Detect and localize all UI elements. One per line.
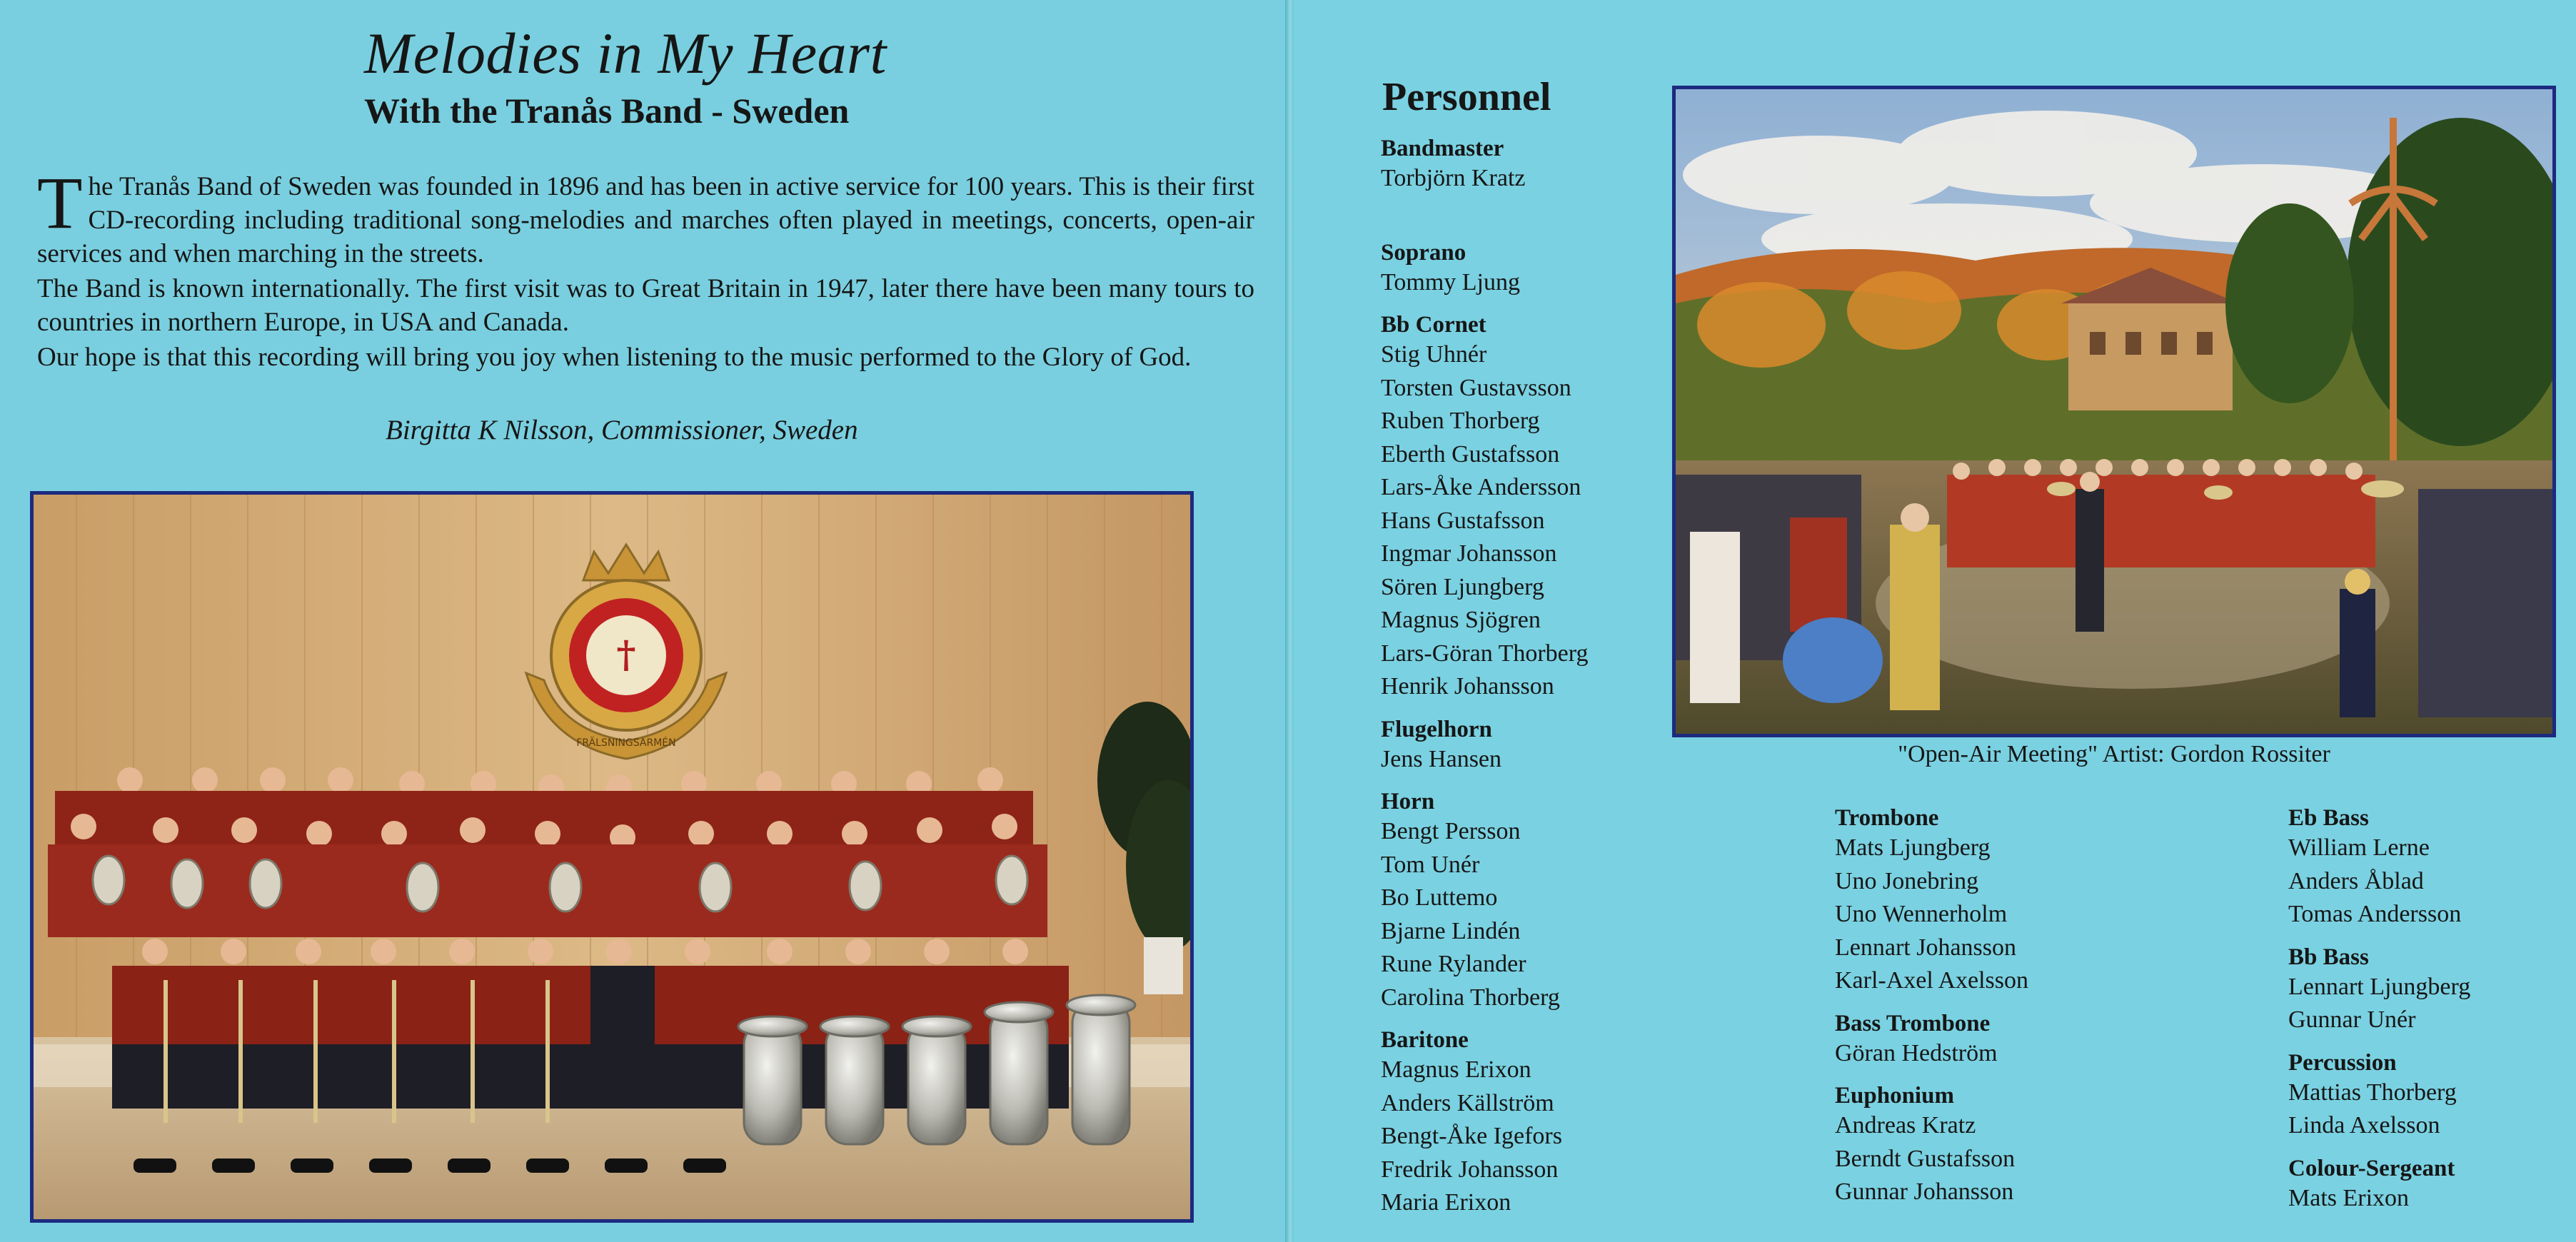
- member-name: Maria Erixon: [1381, 1189, 1511, 1216]
- member-name: Göran Hedström: [1835, 1039, 1998, 1066]
- section-role: Bb Bass: [2288, 944, 2369, 970]
- section-bass-trombone: [1835, 1011, 2163, 1071]
- section-role: Flugelhorn: [1381, 716, 1492, 742]
- booklet-fold: [1285, 0, 1294, 1242]
- member-name: Ingmar Johansson: [1381, 540, 1557, 567]
- drop-cap: T: [37, 162, 83, 244]
- member-name: Gunnar Unér: [2288, 1006, 2416, 1033]
- intro-text: [37, 162, 1254, 375]
- section-bb-bass: [2288, 944, 2574, 1037]
- member-name: Torsten Gustavsson: [1381, 374, 1571, 401]
- personnel-heading: Personnel: [1382, 75, 1551, 119]
- painting-caption: "Open-Air Meeting" Artist: Gordon Rossiter: [1898, 741, 2330, 767]
- section-role: Soprano: [1381, 239, 1466, 266]
- section-colour-sergeant: [2288, 1156, 2574, 1216]
- svg-text:†: †: [616, 633, 636, 677]
- section-eb-bass: [2288, 805, 2574, 932]
- section-role: Horn: [1381, 789, 1435, 814]
- section-percussion: [2288, 1050, 2574, 1143]
- member-name: Tomas Andersson: [2288, 901, 2462, 927]
- section-role: Percussion: [2288, 1049, 2397, 1076]
- section-flugelhorn: [1381, 717, 1681, 777]
- member-name: Gunnar Johansson: [1835, 1178, 2014, 1205]
- member-name: William Lerne: [2288, 834, 2430, 861]
- member-name: Lars-Åke Andersson: [1381, 474, 1581, 500]
- member-name: Ruben Thorberg: [1381, 408, 1540, 434]
- member-name: Tommy Ljung: [1381, 268, 1521, 296]
- member-name: Lars-Göran Thorberg: [1381, 640, 1589, 667]
- member-name: Anders Källström: [1381, 1089, 1554, 1116]
- personnel-column-1: [1381, 136, 1681, 1233]
- member-name: Bjarne Lindén: [1381, 917, 1521, 944]
- member-name: Uno Jonebring: [1835, 867, 1979, 894]
- section-trombone: [1835, 805, 2163, 998]
- section-euphonium: [1835, 1083, 2163, 1209]
- member-name: Carolina Thorberg: [1381, 984, 1560, 1011]
- section-baritone: [1381, 1027, 1681, 1220]
- section-bb-cornet: [1381, 312, 1681, 704]
- crest-text: FRÄLSNINGSARMÉN: [576, 737, 676, 749]
- member-name: Mats Erixon: [2288, 1184, 2410, 1211]
- member-name: Berndt Gustafsson: [1835, 1145, 2016, 1172]
- member-name: Rune Rylander: [1381, 951, 1526, 977]
- member-name: Lennart Ljungberg: [2288, 973, 2471, 1000]
- member-name: Magnus Sjögren: [1381, 607, 1541, 633]
- section-bandmaster: [1381, 136, 1681, 196]
- section-role: Bandmaster: [1381, 136, 1504, 161]
- band-photo-image: [34, 495, 1190, 1219]
- personnel-column-2: [1835, 805, 2163, 1222]
- signature: Birgitta K Nilsson, Commissioner, Sweden: [386, 415, 858, 445]
- band-group-photo: [30, 491, 1194, 1223]
- member-name: Anders Åblad: [2288, 867, 2424, 894]
- member-name: Karl-Axel Axelsson: [1835, 967, 2029, 994]
- section-soprano: [1381, 240, 1681, 300]
- member-name: Uno Wennerholm: [1835, 901, 2008, 927]
- personnel-column-3: [2288, 805, 2574, 1228]
- section-role: Baritone: [1381, 1027, 1469, 1053]
- member-name: Sören Ljungberg: [1381, 573, 1544, 600]
- section-role: Eb Bass: [2288, 805, 2369, 831]
- member-name: Henrik Johansson: [1381, 673, 1554, 700]
- member-name: Bo Luttemo: [1381, 884, 1498, 911]
- intro-paragraph-3: Our hope is that this recording will bring you joy when listening to the music performed to the Glory of God.: [37, 343, 1192, 372]
- member-name: Magnus Erixon: [1381, 1056, 1531, 1083]
- member-name: Stig Uhnér: [1381, 341, 1487, 368]
- member-name: Linda Axelsson: [2288, 1112, 2440, 1138]
- section-horn: [1381, 789, 1681, 1014]
- member-name: Andreas Kratz: [1835, 1112, 1976, 1138]
- member-name: Fredrik Johansson: [1381, 1156, 1559, 1183]
- member-name: Torbjörn Kratz: [1381, 165, 1526, 191]
- section-role: Bb Cornet: [1381, 312, 1486, 338]
- section-role: Bass Trombone: [1835, 1010, 1991, 1036]
- section-role: Colour-Sergeant: [2288, 1155, 2455, 1181]
- open-air-meeting-painting: [1672, 86, 2556, 737]
- member-name: Bengt-Åke Igefors: [1381, 1123, 1562, 1149]
- member-name: Bengt Persson: [1381, 818, 1521, 844]
- member-name: Tom Unér: [1381, 851, 1480, 878]
- member-name: Eberth Gustafsson: [1381, 440, 1560, 468]
- painting-image: [1676, 89, 2552, 734]
- intro-paragraph-1-text: he Tranås Band of Sweden was founded in 1896 and has been in active service for 100 years. This is their first CD-recording including traditional song-melodies and marches often played in meetings, concerts, open-air services and when marching in the streets.: [37, 172, 1254, 268]
- intro-paragraph-2: The Band is known internationally. The first visit was to Great Britain in 1947, later there have been many tours to countries in northern Europe, in USA and Canada.: [37, 274, 1254, 337]
- album-title: Melodies in My Heart: [364, 21, 887, 86]
- intro-paragraph-1: [37, 162, 1254, 271]
- member-name: Mats Ljungberg: [1835, 834, 1991, 861]
- member-name: Hans Gustafsson: [1381, 507, 1545, 534]
- member-name: Lennart Johansson: [1835, 934, 2017, 961]
- member-name: Jens Hansen: [1381, 745, 1502, 772]
- album-subtitle: With the Tranås Band - Sweden: [364, 91, 850, 131]
- member-name: Mattias Thorberg: [2288, 1079, 2457, 1106]
- section-role: Euphonium: [1835, 1083, 1954, 1109]
- section-role: Trombone: [1835, 805, 1939, 831]
